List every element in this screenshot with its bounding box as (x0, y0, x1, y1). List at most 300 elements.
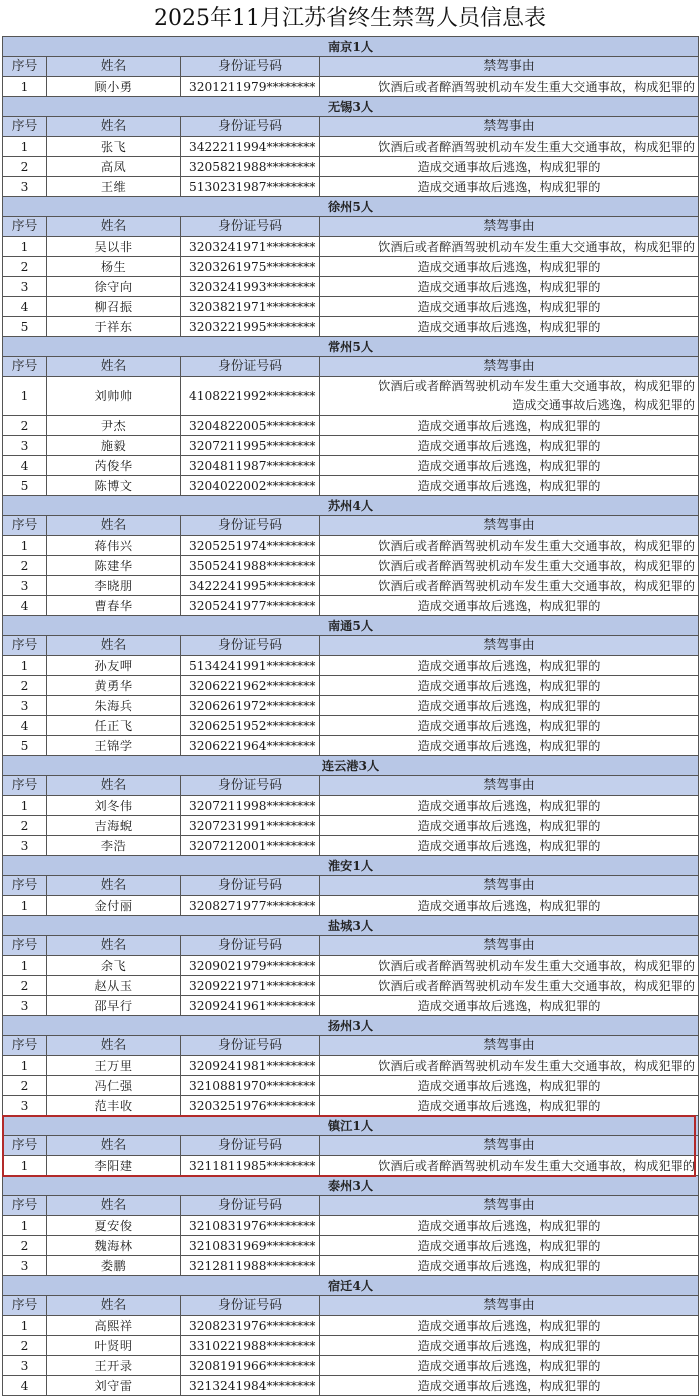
table-row (3, 1356, 699, 1376)
id-number: 3205251974******** (181, 536, 320, 556)
table-row (3, 77, 699, 97)
id-number: 3212811988******** (181, 1256, 320, 1276)
column-header-row (3, 1196, 699, 1216)
ban-reason: 饮酒后或者醉酒驾驶机动车发生重大交通事故，构成犯罪的 (320, 556, 699, 576)
header-name: 姓名 (47, 57, 181, 77)
ban-reason: 饮酒后或者醉酒驾驶机动车发生重大交通事故，构成犯罪的 (320, 1056, 699, 1076)
ban-reason-line: 造成交通事故后逃逸，构成犯罪的 (512, 398, 696, 412)
person-name: 尹杰 (47, 416, 181, 436)
row-number: 1 (3, 77, 47, 97)
city-label: 南京1人 (3, 37, 699, 57)
id-number: 3207212001******** (181, 836, 320, 856)
id-number: 3209021979******** (181, 956, 320, 976)
header-no: 序号 (3, 516, 47, 536)
header-id: 身份证号码 (181, 636, 320, 656)
header-no: 序号 (3, 117, 47, 137)
header-name: 姓名 (47, 217, 181, 237)
column-header-row (3, 1136, 699, 1156)
person-name: 陈建华 (47, 556, 181, 576)
ban-reason: 造成交通事故后逃逸，构成犯罪的 (320, 257, 699, 277)
person-name: 王锦学 (47, 736, 181, 756)
id-number: 3203241971******** (181, 237, 320, 257)
table-row (3, 1256, 699, 1276)
row-number: 1 (3, 796, 47, 816)
person-name: 李浩 (47, 836, 181, 856)
table-row (3, 676, 699, 696)
id-number: 3207211998******** (181, 796, 320, 816)
id-number: 3210881970******** (181, 1076, 320, 1096)
table-row (3, 237, 699, 257)
table-row (3, 177, 699, 197)
header-name: 姓名 (47, 357, 181, 377)
id-number: 3206251952******** (181, 716, 320, 736)
row-number: 3 (3, 1096, 47, 1116)
person-name: 蒋伟兴 (47, 536, 181, 556)
id-number: 3203221995******** (181, 317, 320, 337)
person-name: 夏安俊 (47, 1216, 181, 1236)
city-header-row (3, 916, 699, 936)
id-number: 3205241977******** (181, 596, 320, 616)
header-reason: 禁驾事由 (320, 357, 699, 377)
city-header-row (3, 1016, 699, 1036)
row-number: 3 (3, 177, 47, 197)
table-row (3, 297, 699, 317)
id-number: 3205821988******** (181, 157, 320, 177)
header-id: 身份证号码 (181, 357, 320, 377)
header-name: 姓名 (47, 1196, 181, 1216)
row-number: 1 (3, 377, 47, 416)
table-row (3, 377, 699, 416)
table-row (3, 796, 699, 816)
column-header-row (3, 217, 699, 237)
ban-reason: 造成交通事故后逃逸，构成犯罪的 (320, 796, 699, 816)
person-name: 吉海蜺 (47, 816, 181, 836)
person-name: 刘冬伟 (47, 796, 181, 816)
header-reason: 禁驾事由 (320, 57, 699, 77)
header-no: 序号 (3, 357, 47, 377)
city-label: 徐州5人 (3, 197, 699, 217)
row-number: 4 (3, 1376, 47, 1396)
ban-reason: 造成交通事故后逃逸，构成犯罪的 (320, 716, 699, 736)
person-name: 曹春华 (47, 596, 181, 616)
city-label: 镇江1人 (3, 1116, 699, 1136)
ban-reason: 造成交通事故后逃逸，构成犯罪的 (320, 996, 699, 1016)
table-row (3, 736, 699, 756)
header-id: 身份证号码 (181, 776, 320, 796)
table-row (3, 1156, 699, 1176)
column-header-row (3, 1296, 699, 1316)
city-label: 苏州4人 (3, 496, 699, 516)
person-name: 高熙祥 (47, 1316, 181, 1336)
header-reason: 禁驾事由 (320, 1196, 699, 1216)
header-no: 序号 (3, 1136, 47, 1156)
column-header-row (3, 636, 699, 656)
header-id: 身份证号码 (181, 117, 320, 137)
header-id: 身份证号码 (181, 1196, 320, 1216)
header-name: 姓名 (47, 776, 181, 796)
id-number: 3206261972******** (181, 696, 320, 716)
header-name: 姓名 (47, 516, 181, 536)
ban-reason: 造成交通事故后逃逸，构成犯罪的 (320, 1316, 699, 1336)
header-name: 姓名 (47, 1136, 181, 1156)
person-name: 魏海林 (47, 1236, 181, 1256)
city-label: 连云港3人 (3, 756, 699, 776)
row-number: 2 (3, 1336, 47, 1356)
person-name: 李晓朋 (47, 576, 181, 596)
ban-reason: 造成交通事故后逃逸，构成犯罪的 (320, 1236, 699, 1256)
row-number: 3 (3, 996, 47, 1016)
person-name: 冯仁强 (47, 1076, 181, 1096)
header-name: 姓名 (47, 936, 181, 956)
ban-reason: 饮酒后或者醉酒驾驶机动车发生重大交通事故，构成犯罪的 (320, 956, 699, 976)
ban-reason: 造成交通事故后逃逸，构成犯罪的 (320, 317, 699, 337)
row-number: 3 (3, 436, 47, 456)
ban-reason: 造成交通事故后逃逸，构成犯罪的 (320, 476, 699, 496)
header-reason: 禁驾事由 (320, 876, 699, 896)
city-label: 宿迁4人 (3, 1276, 699, 1296)
column-header-row (3, 516, 699, 536)
id-number: 5134241991******** (181, 656, 320, 676)
table-row (3, 1236, 699, 1256)
column-header-row (3, 1036, 699, 1056)
header-id: 身份证号码 (181, 876, 320, 896)
row-number: 2 (3, 416, 47, 436)
ban-reason: 饮酒后或者醉酒驾驶机动车发生重大交通事故，构成犯罪的 (320, 237, 699, 257)
row-number: 3 (3, 696, 47, 716)
id-number: 3213241984******** (181, 1376, 320, 1396)
person-name: 邵早行 (47, 996, 181, 1016)
person-name: 刘帅帅 (47, 377, 181, 416)
city-header-row (3, 97, 699, 117)
table-row (3, 996, 699, 1016)
row-number: 5 (3, 476, 47, 496)
city-header-row (3, 1116, 699, 1136)
table-row (3, 456, 699, 476)
header-reason: 禁驾事由 (320, 217, 699, 237)
table-row (3, 1076, 699, 1096)
ban-reason: 造成交通事故后逃逸，构成犯罪的 (320, 736, 699, 756)
ban-reason: 造成交通事故后逃逸，构成犯罪的 (320, 596, 699, 616)
column-header-row (3, 776, 699, 796)
row-number: 4 (3, 716, 47, 736)
id-number: 3208231976******** (181, 1316, 320, 1336)
table-row (3, 277, 699, 297)
id-number: 3201211979******** (181, 77, 320, 97)
ban-reason: 造成交通事故后逃逸，构成犯罪的 (320, 1096, 699, 1116)
row-number: 2 (3, 556, 47, 576)
table-row (3, 836, 699, 856)
row-number: 2 (3, 157, 47, 177)
city-header-row (3, 197, 699, 217)
header-name: 姓名 (47, 117, 181, 137)
header-id: 身份证号码 (181, 1036, 320, 1056)
header-name: 姓名 (47, 876, 181, 896)
person-name: 杨生 (47, 257, 181, 277)
header-reason: 禁驾事由 (320, 1136, 699, 1156)
person-name: 黄勇华 (47, 676, 181, 696)
id-number: 3211811985******** (181, 1156, 320, 1176)
ban-reason: 造成交通事故后逃逸，构成犯罪的 (320, 1376, 699, 1396)
table-row (3, 137, 699, 157)
row-number: 5 (3, 736, 47, 756)
ban-reason: 饮酒后或者醉酒驾驶机动车发生重大交通事故，构成犯罪的 (320, 536, 699, 556)
table-row (3, 536, 699, 556)
header-no: 序号 (3, 1196, 47, 1216)
table-row (3, 816, 699, 836)
person-name: 赵从玉 (47, 976, 181, 996)
table-row (3, 1216, 699, 1236)
ban-reason: 造成交通事故后逃逸，构成犯罪的 (320, 456, 699, 476)
table-row (3, 436, 699, 456)
person-name: 范丰收 (47, 1096, 181, 1116)
id-number: 3207231991******** (181, 816, 320, 836)
id-number: 4108221992******** (181, 377, 320, 416)
table-row (3, 1056, 699, 1076)
person-name: 任正飞 (47, 716, 181, 736)
header-name: 姓名 (47, 1036, 181, 1056)
header-id: 身份证号码 (181, 936, 320, 956)
city-label: 泰州3人 (3, 1176, 699, 1196)
ban-reason: 造成交通事故后逃逸，构成犯罪的 (320, 177, 699, 197)
page-title: 2025年11月江苏省终生禁驾人员信息表 (154, 6, 546, 31)
row-number: 1 (3, 1216, 47, 1236)
table-row (3, 596, 699, 616)
header-id: 身份证号码 (181, 1296, 320, 1316)
person-name: 芮俊华 (47, 456, 181, 476)
row-number: 3 (3, 576, 47, 596)
header-no: 序号 (3, 876, 47, 896)
header-no: 序号 (3, 1036, 47, 1056)
ban-reason: 造成交通事故后逃逸，构成犯罪的 (320, 696, 699, 716)
person-name: 王维 (47, 177, 181, 197)
city-header-row (3, 1176, 699, 1196)
row-number: 3 (3, 277, 47, 297)
ban-reason: 造成交通事故后逃逸，构成犯罪的 (320, 157, 699, 177)
header-no: 序号 (3, 57, 47, 77)
ban-reason: 造成交通事故后逃逸，构成犯罪的 (320, 416, 699, 436)
header-id: 身份证号码 (181, 1136, 320, 1156)
id-number: 3207211995******** (181, 436, 320, 456)
ban-reason: 造成交通事故后逃逸，构成犯罪的 (320, 896, 699, 916)
row-number: 1 (3, 137, 47, 157)
id-number: 3209241981******** (181, 1056, 320, 1076)
id-number: 3203241993******** (181, 277, 320, 297)
header-no: 序号 (3, 776, 47, 796)
person-name: 张飞 (47, 137, 181, 157)
row-number: 1 (3, 1056, 47, 1076)
ban-reason: 饮酒后或者醉酒驾驶机动车发生重大交通事故，构成犯罪的 (320, 137, 699, 157)
id-number: 3204822005******** (181, 416, 320, 436)
city-label: 盐城3人 (3, 916, 699, 936)
header-reason: 禁驾事由 (320, 1036, 699, 1056)
table-row (3, 1376, 699, 1396)
id-number: 3422241995******** (181, 576, 320, 596)
city-label: 扬州3人 (3, 1016, 699, 1036)
table-row (3, 896, 699, 916)
header-reason: 禁驾事由 (320, 117, 699, 137)
person-name: 娄鹏 (47, 1256, 181, 1276)
ban-reason: 饮酒后或者醉酒驾驶机动车发生重大交通事故，构成犯罪的 (320, 1156, 699, 1176)
id-number: 3208271977******** (181, 896, 320, 916)
header-no: 序号 (3, 1296, 47, 1316)
id-number: 3203821971******** (181, 297, 320, 317)
ban-reason: 造成交通事故后逃逸，构成犯罪的 (320, 1336, 699, 1356)
row-number: 2 (3, 257, 47, 277)
row-number: 3 (3, 1356, 47, 1376)
ban-reason: 造成交通事故后逃逸，构成犯罪的 (320, 1356, 699, 1376)
table-row (3, 416, 699, 436)
person-name: 高凤 (47, 157, 181, 177)
table-row (3, 157, 699, 177)
city-header-row (3, 616, 699, 636)
header-reason: 禁驾事由 (320, 636, 699, 656)
row-number: 4 (3, 456, 47, 476)
table-row (3, 696, 699, 716)
column-header-row (3, 876, 699, 896)
city-header-row (3, 337, 699, 357)
ban-reason: 造成交通事故后逃逸，构成犯罪的 (320, 836, 699, 856)
row-number: 1 (3, 1156, 47, 1176)
table-row (3, 716, 699, 736)
ban-reason-line: 饮酒后或者醉酒驾驶机动车发生重大交通事故，构成犯罪的 (378, 379, 696, 393)
city-header-row (3, 496, 699, 516)
ban-reason: 造成交通事故后逃逸，构成犯罪的 (320, 1256, 699, 1276)
table-row (3, 257, 699, 277)
id-number: 3203261975******** (181, 257, 320, 277)
id-number: 3310221988******** (181, 1336, 320, 1356)
table-row (3, 656, 699, 676)
row-number: 4 (3, 596, 47, 616)
id-number: 3204022002******** (181, 476, 320, 496)
person-name: 孙友呷 (47, 656, 181, 676)
row-number: 3 (3, 1256, 47, 1276)
header-id: 身份证号码 (181, 516, 320, 536)
person-name: 朱海兵 (47, 696, 181, 716)
header-name: 姓名 (47, 636, 181, 656)
row-number: 2 (3, 1076, 47, 1096)
ban-reason: 饮酒后或者醉酒驾驶机动车发生重大交通事故，构成犯罪的 (320, 976, 699, 996)
id-number: 3505241988******** (181, 556, 320, 576)
row-number: 1 (3, 1316, 47, 1336)
ban-reason: 造成交通事故后逃逸，构成犯罪的 (320, 816, 699, 836)
ban-reason: 造成交通事故后逃逸，构成犯罪的 (320, 1076, 699, 1096)
table-row (3, 1316, 699, 1336)
id-number: 3206221962******** (181, 676, 320, 696)
ban-reason: 造成交通事故后逃逸，构成犯罪的 (320, 277, 699, 297)
header-reason: 禁驾事由 (320, 516, 699, 536)
header-reason: 禁驾事由 (320, 1296, 699, 1316)
person-name: 王万里 (47, 1056, 181, 1076)
id-number: 3203251976******** (181, 1096, 320, 1116)
person-name: 余飞 (47, 956, 181, 976)
row-number: 2 (3, 816, 47, 836)
header-no: 序号 (3, 217, 47, 237)
ban-reason: 造成交通事故后逃逸，构成犯罪的 (320, 676, 699, 696)
header-reason: 禁驾事由 (320, 776, 699, 796)
table-row (3, 1096, 699, 1116)
city-label: 淮安1人 (3, 856, 699, 876)
row-number: 1 (3, 237, 47, 257)
id-number: 3208191966******** (181, 1356, 320, 1376)
row-number: 4 (3, 297, 47, 317)
banned-drivers-table (2, 36, 699, 1396)
city-header-row (3, 756, 699, 776)
ban-reason: 饮酒后或者醉酒驾驶机动车发生重大交通事故，构成犯罪的 (320, 77, 699, 97)
column-header-row (3, 357, 699, 377)
ban-reason: 造成交通事故后逃逸，构成犯罪的 (320, 297, 699, 317)
header-no: 序号 (3, 936, 47, 956)
column-header-row (3, 57, 699, 77)
header-id: 身份证号码 (181, 217, 320, 237)
person-name: 刘守雷 (47, 1376, 181, 1396)
person-name: 李阳建 (47, 1156, 181, 1176)
person-name: 陈博文 (47, 476, 181, 496)
table-row (3, 576, 699, 596)
table-row (3, 317, 699, 337)
row-number: 1 (3, 536, 47, 556)
header-no: 序号 (3, 636, 47, 656)
row-number: 1 (3, 896, 47, 916)
row-number: 5 (3, 317, 47, 337)
row-number: 2 (3, 1236, 47, 1256)
header-name: 姓名 (47, 1296, 181, 1316)
ban-reason (320, 377, 699, 416)
column-header-row (3, 936, 699, 956)
id-number: 3210831976******** (181, 1216, 320, 1236)
row-number: 2 (3, 676, 47, 696)
id-number: 3206221964******** (181, 736, 320, 756)
person-name: 徐守向 (47, 277, 181, 297)
person-name: 叶贤明 (47, 1336, 181, 1356)
column-header-row (3, 117, 699, 137)
person-name: 施毅 (47, 436, 181, 456)
header-id: 身份证号码 (181, 57, 320, 77)
id-number: 3422211994******** (181, 137, 320, 157)
city-header-row (3, 37, 699, 57)
table-row (3, 476, 699, 496)
city-label: 无锡3人 (3, 97, 699, 117)
id-number: 5130231987******** (181, 177, 320, 197)
person-name: 于祥东 (47, 317, 181, 337)
row-number: 3 (3, 836, 47, 856)
ban-reason: 饮酒后或者醉酒驾驶机动车发生重大交通事故，构成犯罪的 (320, 576, 699, 596)
table-row (3, 556, 699, 576)
city-label: 南通5人 (3, 616, 699, 636)
header-reason: 禁驾事由 (320, 936, 699, 956)
person-name: 顾小勇 (47, 77, 181, 97)
city-header-row (3, 1276, 699, 1296)
id-number: 3204811987******** (181, 456, 320, 476)
id-number: 3209221971******** (181, 976, 320, 996)
ban-reason: 造成交通事故后逃逸，构成犯罪的 (320, 436, 699, 456)
row-number: 1 (3, 656, 47, 676)
person-name: 王开录 (47, 1356, 181, 1376)
ban-reason: 造成交通事故后逃逸，构成犯罪的 (320, 656, 699, 676)
table-row (3, 956, 699, 976)
table-row (3, 1336, 699, 1356)
person-name: 金付丽 (47, 896, 181, 916)
table-row (3, 976, 699, 996)
city-header-row (3, 856, 699, 876)
ban-reason: 造成交通事故后逃逸，构成犯罪的 (320, 1216, 699, 1236)
row-number: 1 (3, 956, 47, 976)
person-name: 吴以非 (47, 237, 181, 257)
id-number: 3210831969******** (181, 1236, 320, 1256)
id-number: 3209241961******** (181, 996, 320, 1016)
row-number: 2 (3, 976, 47, 996)
city-label: 常州5人 (3, 337, 699, 357)
person-name: 柳召振 (47, 297, 181, 317)
